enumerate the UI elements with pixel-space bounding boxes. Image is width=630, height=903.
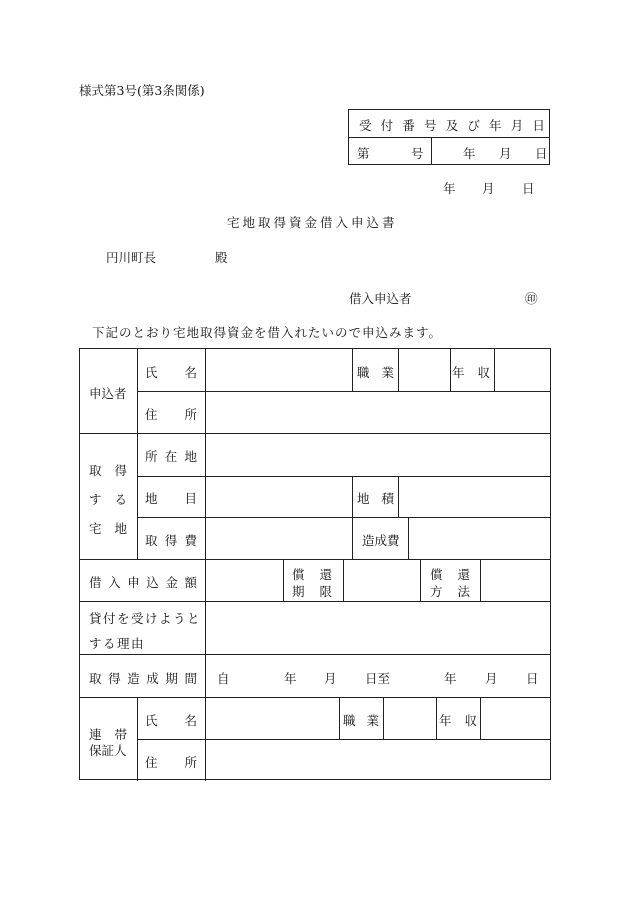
land-category-label: 地 目 — [145, 491, 197, 506]
guarantor-label-2: 保証人 — [89, 743, 127, 758]
period-month-2: 月 — [485, 671, 498, 686]
applicant-section-label: 申込者 — [89, 386, 127, 401]
guarantor-address-label: 住 所 — [145, 755, 197, 770]
seal-mark: ㊞ — [525, 291, 538, 306]
period-from: 自 — [217, 671, 230, 686]
guarantor-income-label: 年 収 — [439, 713, 477, 728]
acquisition-cost-label: 取 得 費 — [145, 533, 197, 548]
land-label-row1: 取 得 — [89, 463, 127, 478]
receipt-month: 月 — [499, 146, 512, 161]
land-label-row3: 宅 地 — [89, 521, 127, 536]
location-label: 所 在 地 — [145, 449, 197, 464]
repay-period-label-2: 期 限 — [292, 584, 332, 599]
reason-label-2: する理由 — [89, 636, 146, 651]
income-label: 年 収 — [452, 365, 490, 380]
guarantor-name-label: 氏 名 — [145, 713, 197, 728]
date-month: 月 — [482, 181, 495, 196]
reason-label-1: 貸付を受けようと — [89, 611, 202, 626]
applicant-label: 借入申込者 — [349, 291, 412, 306]
period-day-2: 日 — [526, 671, 539, 686]
receipt-day: 日 — [535, 146, 548, 161]
name-label: 氏 名 — [145, 365, 197, 380]
loan-amount-label: 借 入 申 込 金 額 — [89, 575, 197, 590]
honorific: 殿 — [215, 250, 228, 265]
period-day-to: 日至 — [365, 671, 391, 686]
repay-method-label-2: 方 法 — [430, 584, 470, 599]
receipt-no-prefix: 第 — [357, 146, 370, 161]
page-title: 宅地取得資金借入申込書 — [227, 215, 398, 230]
guarantor-label-1: 連 帯 — [89, 727, 127, 742]
repay-method-label-1: 償 還 — [430, 567, 470, 582]
receipt-header: 受 付 番 号 及 び 年 月 日 — [359, 118, 545, 133]
period-label: 取 得 造 成 期 間 — [89, 671, 197, 686]
occupation-label: 職 業 — [357, 365, 394, 380]
address-label: 住 所 — [145, 407, 197, 422]
construction-cost-label: 造成費 — [362, 533, 400, 548]
guarantor-occupation-label: 職 業 — [343, 713, 379, 728]
form-number: 様式第3号(第3条関係) — [79, 83, 205, 98]
area-label: 地 積 — [357, 491, 394, 506]
period-year-1: 年 — [284, 671, 297, 686]
date-year: 年 — [443, 181, 456, 196]
receipt-no-suffix: 号 — [411, 146, 424, 161]
land-label-row2: す る — [89, 492, 127, 507]
addressee: 円川町長 — [106, 250, 157, 265]
intro-text: 下記のとおり宅地取得資金を借入れたいので申込みます。 — [92, 325, 443, 340]
receipt-year: 年 — [463, 146, 476, 161]
repay-period-label-1: 償 還 — [292, 567, 332, 582]
period-month-1: 月 — [324, 671, 337, 686]
receipt-box — [348, 109, 550, 165]
date-day: 日 — [522, 181, 535, 196]
application-table — [79, 348, 551, 780]
period-year-2: 年 — [444, 671, 457, 686]
